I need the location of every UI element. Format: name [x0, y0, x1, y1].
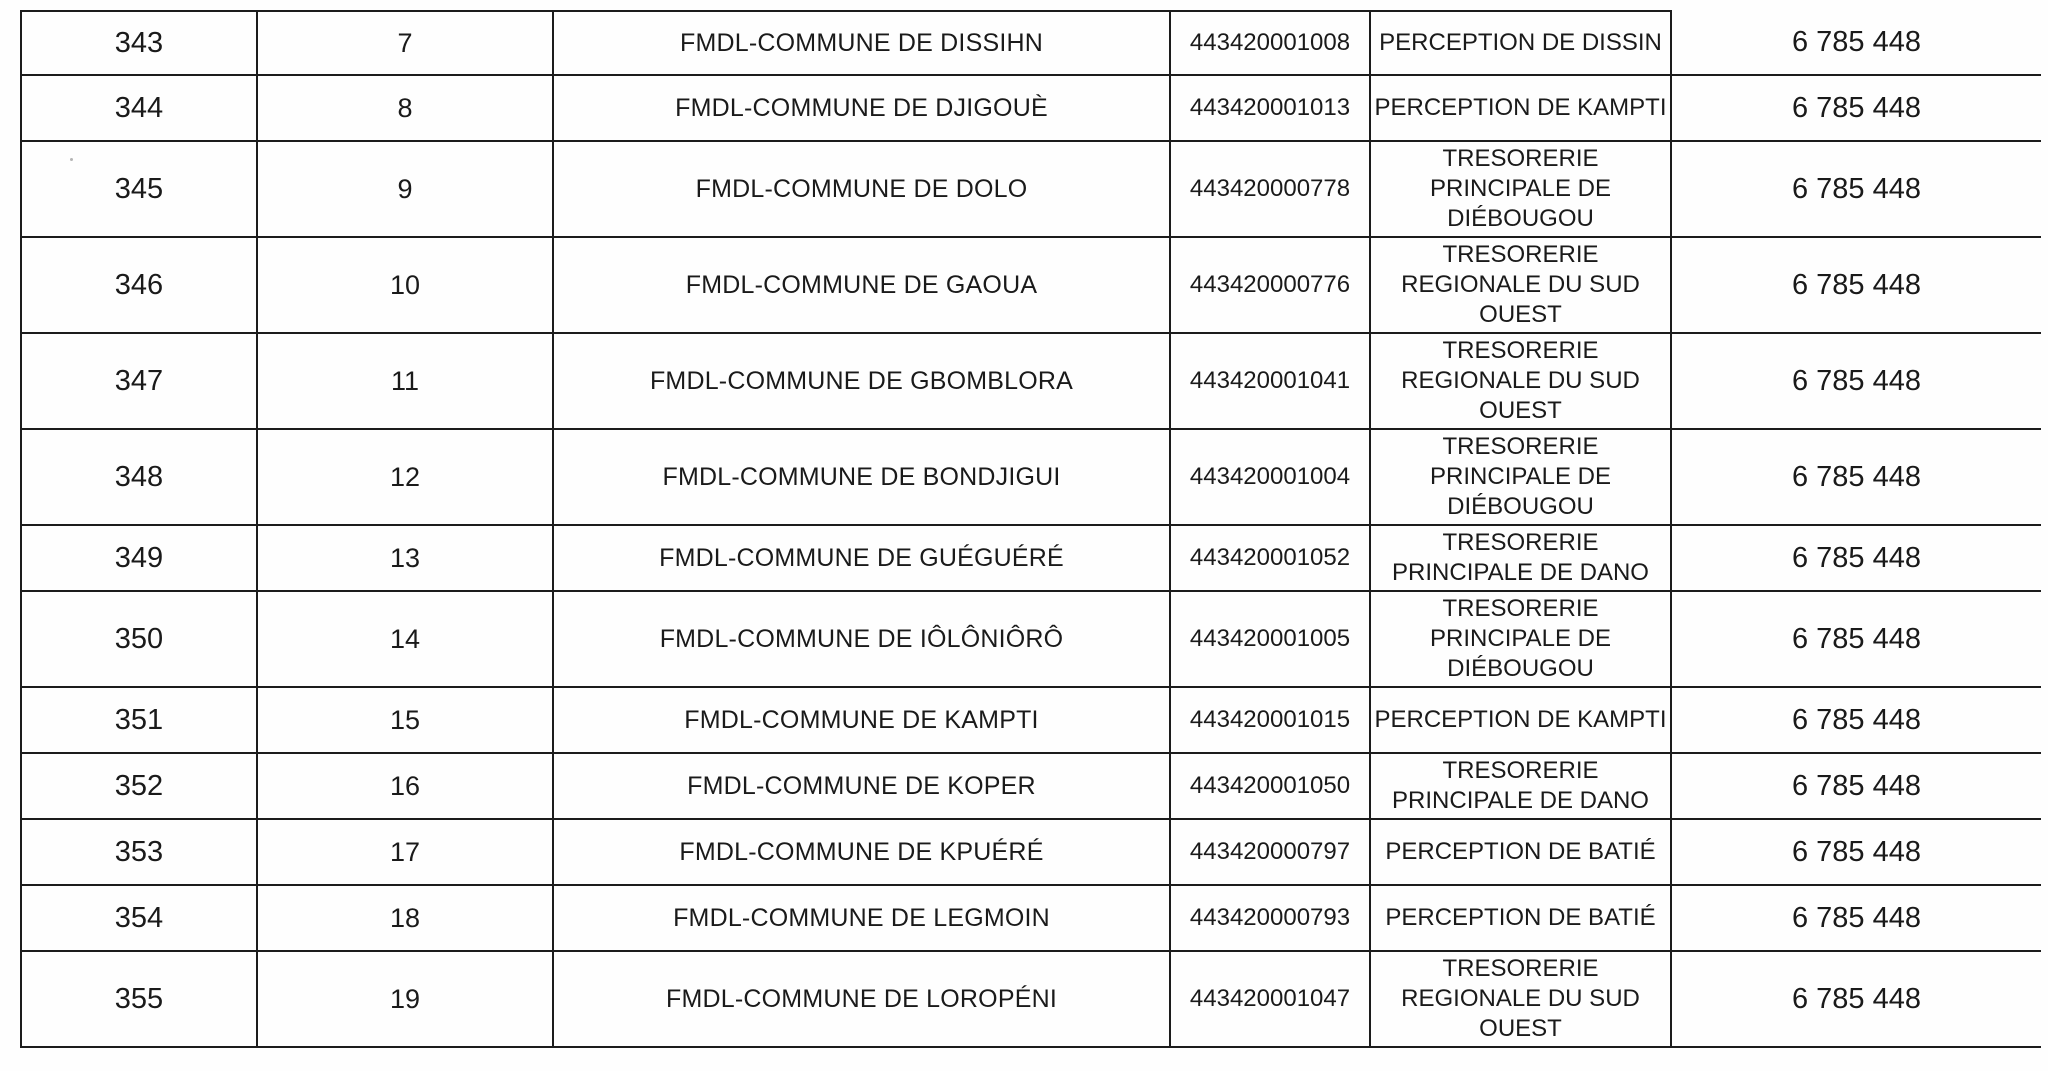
account-number-cell: 443420001008: [1170, 11, 1370, 75]
commune-name-cell: FMDL-COMMUNE DE LOROPÉNI: [553, 951, 1170, 1047]
row-number-cell: 352: [21, 753, 257, 819]
table-row: [21, 141, 2041, 237]
order-number-cell: 19: [257, 951, 553, 1047]
scan-speck: [70, 158, 73, 161]
row-number-cell: 353: [21, 819, 257, 885]
amount-cell: 6 785 448: [1671, 11, 2041, 75]
commune-name-cell: FMDL-COMMUNE DE KOPER: [553, 753, 1170, 819]
table-row: [21, 591, 2041, 687]
amount-cell: 6 785 448: [1671, 75, 2041, 141]
allocation-table: [20, 10, 2041, 1048]
table-row: [21, 333, 2041, 429]
amount-cell: 6 785 448: [1671, 951, 2041, 1047]
order-number-cell: 10: [257, 237, 553, 333]
amount-cell: 6 785 448: [1671, 687, 2041, 753]
treasury-cell: PERCEPTION DE KAMPTI: [1370, 75, 1671, 141]
table-row: [21, 11, 2041, 75]
commune-name-cell: FMDL-COMMUNE DE LEGMOIN: [553, 885, 1170, 951]
treasury-cell: TRESORERIE PRINCIPALE DE DIÉBOUGOU: [1370, 591, 1671, 687]
commune-name-cell: FMDL-COMMUNE DE DISSIHN: [553, 11, 1170, 75]
order-number-cell: 12: [257, 429, 553, 525]
amount-cell: 6 785 448: [1671, 885, 2041, 951]
table-row: [21, 75, 2041, 141]
order-number-cell: 8: [257, 75, 553, 141]
row-number-cell: 344: [21, 75, 257, 141]
table-row: [21, 525, 2041, 591]
amount-cell: 6 785 448: [1671, 333, 2041, 429]
amount-cell: 6 785 448: [1671, 237, 2041, 333]
table-row: [21, 687, 2041, 753]
table-row: [21, 885, 2041, 951]
account-number-cell: 443420000797: [1170, 819, 1370, 885]
account-number-cell: 443420001041: [1170, 333, 1370, 429]
order-number-cell: 16: [257, 753, 553, 819]
amount-cell: 6 785 448: [1671, 819, 2041, 885]
row-number-cell: 343: [21, 11, 257, 75]
commune-name-cell: FMDL-COMMUNE DE GAOUA: [553, 237, 1170, 333]
row-number-cell: 349: [21, 525, 257, 591]
row-number-cell: 347: [21, 333, 257, 429]
order-number-cell: 9: [257, 141, 553, 237]
commune-name-cell: FMDL-COMMUNE DE DJIGOUÈ: [553, 75, 1170, 141]
treasury-cell: TRESORERIE PRINCIPALE DE DANO: [1370, 753, 1671, 819]
account-number-cell: 443420001052: [1170, 525, 1370, 591]
treasury-cell: TRESORERIE REGIONALE DU SUD OUEST: [1370, 237, 1671, 333]
amount-cell: 6 785 448: [1671, 753, 2041, 819]
amount-cell: 6 785 448: [1671, 525, 2041, 591]
amount-cell: 6 785 448: [1671, 429, 2041, 525]
account-number-cell: 443420001005: [1170, 591, 1370, 687]
table-row: [21, 951, 2041, 1047]
commune-name-cell: FMDL-COMMUNE DE GUÉGUÉRÉ: [553, 525, 1170, 591]
commune-name-cell: FMDL-COMMUNE DE KPUÉRÉ: [553, 819, 1170, 885]
treasury-cell: TRESORERIE REGIONALE DU SUD OUEST: [1370, 951, 1671, 1047]
account-number-cell: 443420000793: [1170, 885, 1370, 951]
treasury-cell: PERCEPTION DE DISSIN: [1370, 11, 1671, 75]
table-row: [21, 237, 2041, 333]
row-number-cell: 355: [21, 951, 257, 1047]
amount-cell: 6 785 448: [1671, 591, 2041, 687]
commune-name-cell: FMDL-COMMUNE DE BONDJIGUI: [553, 429, 1170, 525]
account-number-cell: 443420000776: [1170, 237, 1370, 333]
order-number-cell: 18: [257, 885, 553, 951]
row-number-cell: 346: [21, 237, 257, 333]
order-number-cell: 7: [257, 11, 553, 75]
treasury-cell: TRESORERIE REGIONALE DU SUD OUEST: [1370, 333, 1671, 429]
amount-cell: 6 785 448: [1671, 141, 2041, 237]
order-number-cell: 15: [257, 687, 553, 753]
account-number-cell: 443420001013: [1170, 75, 1370, 141]
account-number-cell: 443420000778: [1170, 141, 1370, 237]
treasury-cell: TRESORERIE PRINCIPALE DE DIÉBOUGOU: [1370, 141, 1671, 237]
commune-name-cell: FMDL-COMMUNE DE IÔLÔNIÔRÔ: [553, 591, 1170, 687]
table-row: [21, 753, 2041, 819]
table-row: [21, 429, 2041, 525]
treasury-cell: PERCEPTION DE BATIÉ: [1370, 885, 1671, 951]
row-number-cell: 351: [21, 687, 257, 753]
treasury-cell: PERCEPTION DE KAMPTI: [1370, 687, 1671, 753]
row-number-cell: 348: [21, 429, 257, 525]
order-number-cell: 17: [257, 819, 553, 885]
order-number-cell: 11: [257, 333, 553, 429]
order-number-cell: 14: [257, 591, 553, 687]
treasury-cell: TRESORERIE PRINCIPALE DE DANO: [1370, 525, 1671, 591]
treasury-cell: TRESORERIE PRINCIPALE DE DIÉBOUGOU: [1370, 429, 1671, 525]
commune-name-cell: FMDL-COMMUNE DE KAMPTI: [553, 687, 1170, 753]
table-row: [21, 819, 2041, 885]
account-number-cell: 443420001047: [1170, 951, 1370, 1047]
account-number-cell: 443420001015: [1170, 687, 1370, 753]
account-number-cell: 443420001050: [1170, 753, 1370, 819]
commune-name-cell: FMDL-COMMUNE DE GBOMBLORA: [553, 333, 1170, 429]
row-number-cell: 345: [21, 141, 257, 237]
row-number-cell: 354: [21, 885, 257, 951]
treasury-cell: PERCEPTION DE BATIÉ: [1370, 819, 1671, 885]
commune-name-cell: FMDL-COMMUNE DE DOLO: [553, 141, 1170, 237]
account-number-cell: 443420001004: [1170, 429, 1370, 525]
order-number-cell: 13: [257, 525, 553, 591]
row-number-cell: 350: [21, 591, 257, 687]
